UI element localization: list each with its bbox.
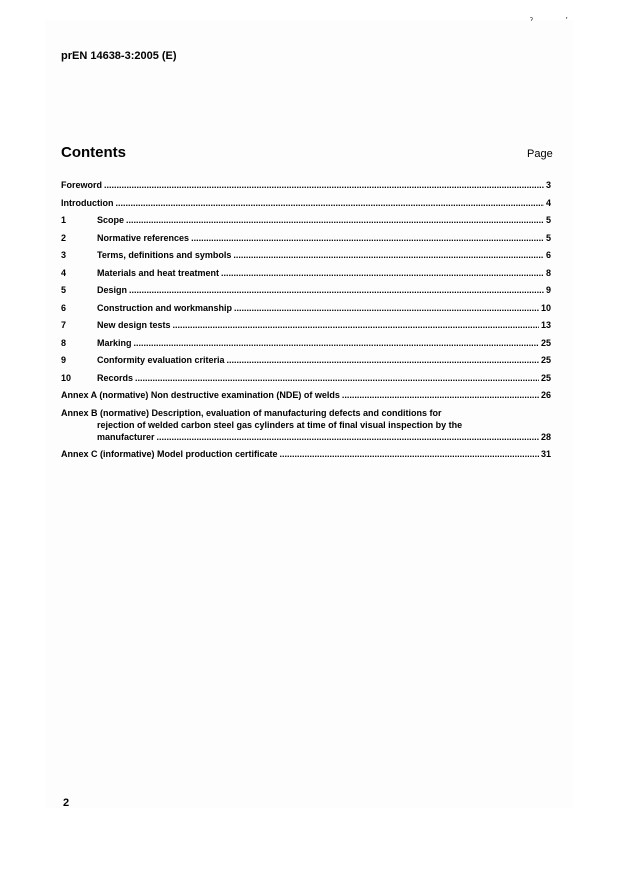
toc-page: 10 [540, 302, 551, 313]
dot-leader [221, 268, 544, 278]
toc-entry-records[interactable] [61, 373, 551, 391]
toc-label: Conformity evaluation criteria [97, 355, 225, 365]
toc-label: Normative references [97, 232, 190, 243]
toc-label: Records [97, 372, 134, 383]
toc-label-line-last [61, 432, 551, 450]
dot-leader [227, 355, 539, 365]
toc-label-line: Annex B (normative) Description, evaluation of manufacturing defects and conditions for [61, 407, 442, 418]
scan-mark: ' [566, 16, 568, 25]
toc-label: Materials and heat treatment [97, 267, 220, 278]
toc-number: 8 [61, 337, 67, 348]
contents-title: Contents [61, 144, 126, 161]
toc-page: 25 [540, 355, 551, 365]
toc-label: Annex C (informative) Model production certificate [61, 449, 278, 459]
toc-number: 5 [61, 285, 67, 295]
dot-leader [104, 180, 544, 190]
toc-label: manufacturer [97, 431, 155, 442]
toc-page: 31 [540, 449, 551, 459]
toc-entry-terms[interactable] [61, 250, 551, 268]
dot-leader [157, 432, 539, 442]
toc-label: New design tests [97, 320, 171, 330]
toc-page: 13 [540, 320, 551, 330]
dot-leader [280, 449, 539, 459]
toc-number: 7 [61, 320, 67, 330]
dot-leader [126, 215, 544, 225]
toc-label: Design [97, 285, 128, 295]
toc-entry-conformity[interactable] [61, 355, 551, 373]
toc-entry-annex-c[interactable] [61, 449, 551, 467]
toc-number: 2 [61, 232, 67, 243]
dot-leader [134, 338, 539, 348]
toc-entry-annex-a[interactable] [61, 390, 551, 408]
toc-entry-construction[interactable] [61, 303, 551, 321]
toc-page: 25 [540, 337, 551, 348]
toc-number: 6 [61, 302, 67, 313]
toc-label: Annex A (normative) Non destructive examination (NDE) of welds [61, 390, 340, 400]
toc-entry-materials[interactable] [61, 268, 551, 286]
page-column-label: Page [527, 148, 553, 160]
toc-page: 8 [545, 267, 551, 278]
toc-page: 9 [545, 285, 551, 295]
toc-number: 1 [61, 215, 67, 225]
toc-page: 6 [545, 250, 551, 260]
toc-number: 9 [61, 355, 67, 365]
dot-leader [342, 390, 539, 400]
toc-entry-annex-b[interactable] [61, 408, 551, 450]
dot-leader [173, 320, 539, 330]
document-id: prEN 14638-3:2005 (E) [61, 50, 177, 62]
toc-number: 10 [61, 372, 72, 383]
dot-leader [191, 233, 544, 243]
dot-leader [135, 373, 539, 383]
toc-entry-scope[interactable] [61, 215, 551, 233]
toc-label: Terms, definitions and symbols [97, 250, 232, 260]
toc-label-line: rejection of welded carbon steel gas cylinders at time of final visual inspection by the [97, 419, 463, 430]
toc-label: Construction and workmanship [97, 302, 233, 313]
toc-label: Marking [97, 337, 132, 348]
dot-leader [129, 285, 544, 295]
toc-page: 5 [545, 232, 551, 243]
toc-label: Foreword [61, 180, 103, 190]
toc-page: 3 [545, 180, 551, 190]
toc-label: Introduction [61, 197, 114, 208]
dot-leader [233, 250, 544, 260]
toc-entry-introduction[interactable] [61, 198, 551, 216]
toc-page: 25 [540, 372, 551, 383]
dot-leader [116, 198, 544, 208]
toc-entry-foreword[interactable] [61, 180, 551, 198]
toc-page: 28 [540, 431, 551, 442]
scan-mark: ˀ [530, 16, 533, 25]
toc-page: 4 [545, 197, 551, 208]
toc-entry-normative-references[interactable] [61, 233, 551, 251]
toc-entry-marking[interactable] [61, 338, 551, 356]
page-number: 2 [63, 797, 70, 809]
toc-page: 5 [545, 215, 551, 225]
toc-entry-design[interactable] [61, 285, 551, 303]
table-of-contents [61, 180, 551, 467]
dot-leader [234, 303, 539, 313]
toc-number: 4 [61, 267, 67, 278]
toc-label: Scope [97, 215, 125, 225]
toc-entry-new-design-tests[interactable] [61, 320, 551, 338]
toc-page: 26 [540, 390, 551, 400]
toc-number: 3 [61, 250, 67, 260]
